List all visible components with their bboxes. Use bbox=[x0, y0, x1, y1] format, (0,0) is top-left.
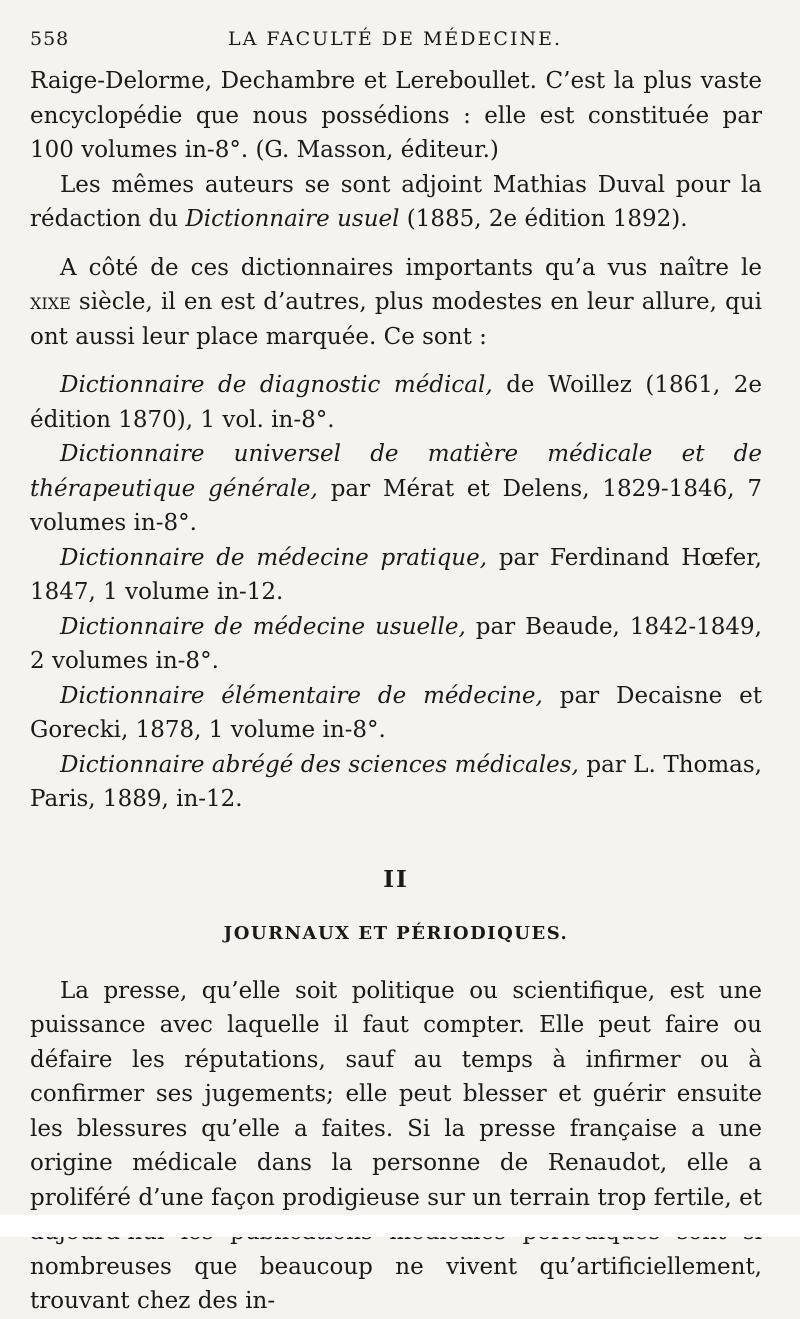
entry-title: Dictionnaire élémentaire de médecine, bbox=[60, 682, 543, 709]
dictionary-entry bbox=[30, 368, 762, 437]
dictionary-entry bbox=[30, 679, 762, 748]
entry-details: par Beaude, 1842-1849, 2 volumes in-8°. bbox=[30, 613, 762, 674]
entry-title: Dictionnaire de médecine pratique, bbox=[60, 544, 488, 571]
entry-details: par L. Thomas, Paris, 1889, in-12. bbox=[30, 751, 762, 812]
page-number: 558 bbox=[30, 28, 70, 50]
entry-title: Dictionnaire de diagnostic médical, bbox=[60, 372, 493, 398]
paragraph-text: Les mêmes auteurs se sont adjoint Mathias Duval pour la rédaction du bbox=[30, 171, 762, 232]
entry-details: par Decaisne et Gorecki, 1878, 1 volume in-8°. bbox=[30, 682, 763, 743]
body-text bbox=[30, 64, 762, 1319]
entry-title: Dictionnaire abrégé des sciences médicales, bbox=[60, 751, 579, 778]
dictionary-entry bbox=[30, 437, 762, 541]
paragraph-dictionnaire-usuel bbox=[30, 168, 762, 237]
dictionary-entry bbox=[30, 541, 762, 610]
section-heading: JOURNAUX ET PÉRIODIQUES. bbox=[223, 923, 569, 944]
dictionary-entry bbox=[30, 748, 762, 817]
paragraph-text: siècle, il en est d’autres, plus modestes en leur allure, qui ont aussi leur place marquée. Ce sont : bbox=[30, 289, 762, 350]
paragraph-text: (1885, 2e édition 1892). bbox=[399, 206, 688, 232]
dictionary-entry bbox=[30, 610, 762, 679]
paragraph-text: A côté de ces dictionnaires importants qu’a vus naître le bbox=[60, 254, 762, 281]
section-paragraph: La presse, qu’elle soit politique ou scientifique, est une puissance avec laquelle il faut compter. Elle peut faire ou défaire les réputations, sauf au temps à infirmer ou à confirmer ses jugements; elle peut blesser et guérir ensuite les blessures qu’elle a faites. Si la presse française a une origine médicale dans la personne de Renaudot, elle a proliféré d’une façon prodigieuse sur un terrain trop fertile, et nombreuses que beaucoup ne vivent qu’artificiellement, trouvant chez des in- bbox=[30, 977, 762, 1314]
book-title: Dictionnaire usuel bbox=[185, 206, 400, 232]
page-header bbox=[30, 28, 760, 58]
section-numeral: II bbox=[383, 865, 409, 893]
page-bottom-margin bbox=[0, 1215, 800, 1237]
entry-title: Dictionnaire universel de matière médicale et de thérapeutique générale, bbox=[30, 441, 762, 502]
century-numeral: xixe bbox=[30, 289, 71, 315]
paragraph-other-dictionaries bbox=[30, 251, 762, 355]
paragraph-continued: Raige-Delorme, Dechambre et Lereboullet. C’est la plus vaste encyclopédie que nous possédions : elle est constituée par 100 volumes in-8°. (G. Masson, éditeur.) bbox=[30, 68, 762, 163]
entry-details: par Ferdinand Hœfer, 1847, 1 volume in-12. bbox=[30, 544, 762, 605]
entry-details: par Mérat et Delens, 1829-1846, 7 volumes in-8°. bbox=[30, 475, 762, 536]
running-title: LA FACULTÉ DE MÉDECINE. bbox=[228, 28, 562, 50]
entry-title: Dictionnaire de médecine usuelle, bbox=[60, 613, 466, 640]
entry-details: de Woillez (1861, 2e édition 1870), 1 vol. in-8°. bbox=[30, 372, 762, 433]
